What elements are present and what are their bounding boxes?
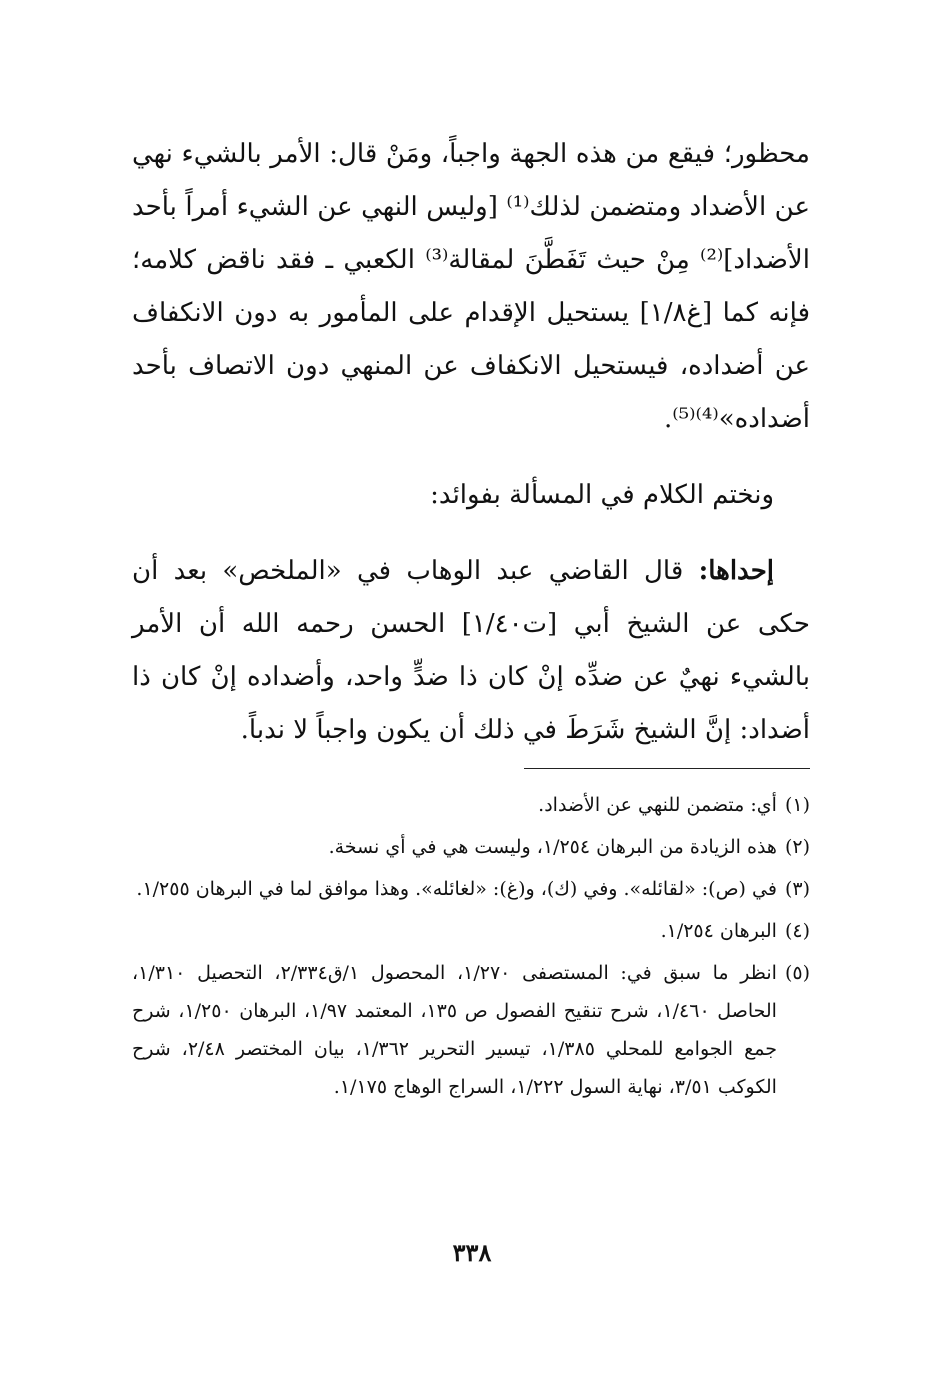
footnote-3 [132,870,810,908]
footnote-2 [132,828,810,866]
footnote-text: هذه الزيادة من البرهان ١/٢٥٤، وليست هي في أي نسخة. [328,836,777,858]
paragraph-2: ونختم الكلام في المسألة بفوائد: [430,480,774,510]
footnote-5 [132,954,810,1106]
footnote-number: (٢) [784,836,810,858]
footnote-separator [524,768,810,769]
footnote-number: (٥) [784,962,810,984]
footnote-text: أي: متضمن للنهي عن الأضداد. [538,794,777,816]
footnote-text: البرهان ١/٢٥٤. [660,920,777,942]
footnote-text: في (ص): «لقائله». وفي (ك)، و(غ): «لغائله». وهذا موافق لما في البرهان ١/٢٥٥. [136,878,777,900]
footnote-4 [132,912,810,950]
paragraph-3-lead: إحداها: [698,556,774,586]
main-text [132,128,810,757]
footnote-number: (١) [784,794,810,816]
page-number: ٣٣٨ [452,1238,492,1267]
footnote-number: (٣) [784,878,810,900]
footnote-number: (٤) [784,920,810,942]
paragraph-3 [132,545,810,757]
footnotes [132,786,810,1110]
footnote-1 [132,786,810,824]
footnote-text: انظر ما سبق في: المستصفى ١/٢٧٠، المحصول ١/ق٢/٣٣٤، التحصيل ١/٣١٠، الحاصل ١/٤٦٠، شرح تنقيح الفصول ص ١٣٥، المعتمد ١/٩٧، البرهان ١/٢٥٠، شرح جمع الجوامع للمحلي ١/٣٨٥، تيسير التحرير ١/٣٦٢، بيان المختصر ٢/٤٨، شرح الكوكب ٣/٥١، نهاية السول ١/٢٢٢، السراج الوهاج ١/١٧٥. [132,962,777,1098]
paragraph-1: محظور؛ فيقع من هذه الجهة واجباً، ومَنْ قال: الأمر بالشيء نهي عن الأضداد ومتضمن لذلك⁽¹⁾ [وليس النهي عن الشيء أمراً بأحد الأضداد]⁽²⁾ مِنْ حيث تَفَطَّنَ لمقالة⁽³⁾ الكعبي ـ فقد ناقض كلامه؛ فإنه كما [غ١/٨] يستحيل الإقدام على المأمور به دون الانكفاف عن أضداده، فيستحيل الانكفاف عن المنهي دون الاتصاف بأحد أضداده»⁽⁴⁾⁽⁵⁾. [132,139,810,434]
paragraph-3-text: قال القاضي عبد الوهاب في «الملخص» بعد أن حكى عن الشيخ أبي [ت١/٤٠] الحسن رحمه الله أن الأمر بالشيء نهيٌ عن ضدِّه إنْ كان ذا ضدٍّ واحد، وأضداده إنْ كان ذا أضداد: إنَّ الشيخ شَرَطَ في ذلك أن يكون واجباً لا ندباً. [132,556,810,745]
